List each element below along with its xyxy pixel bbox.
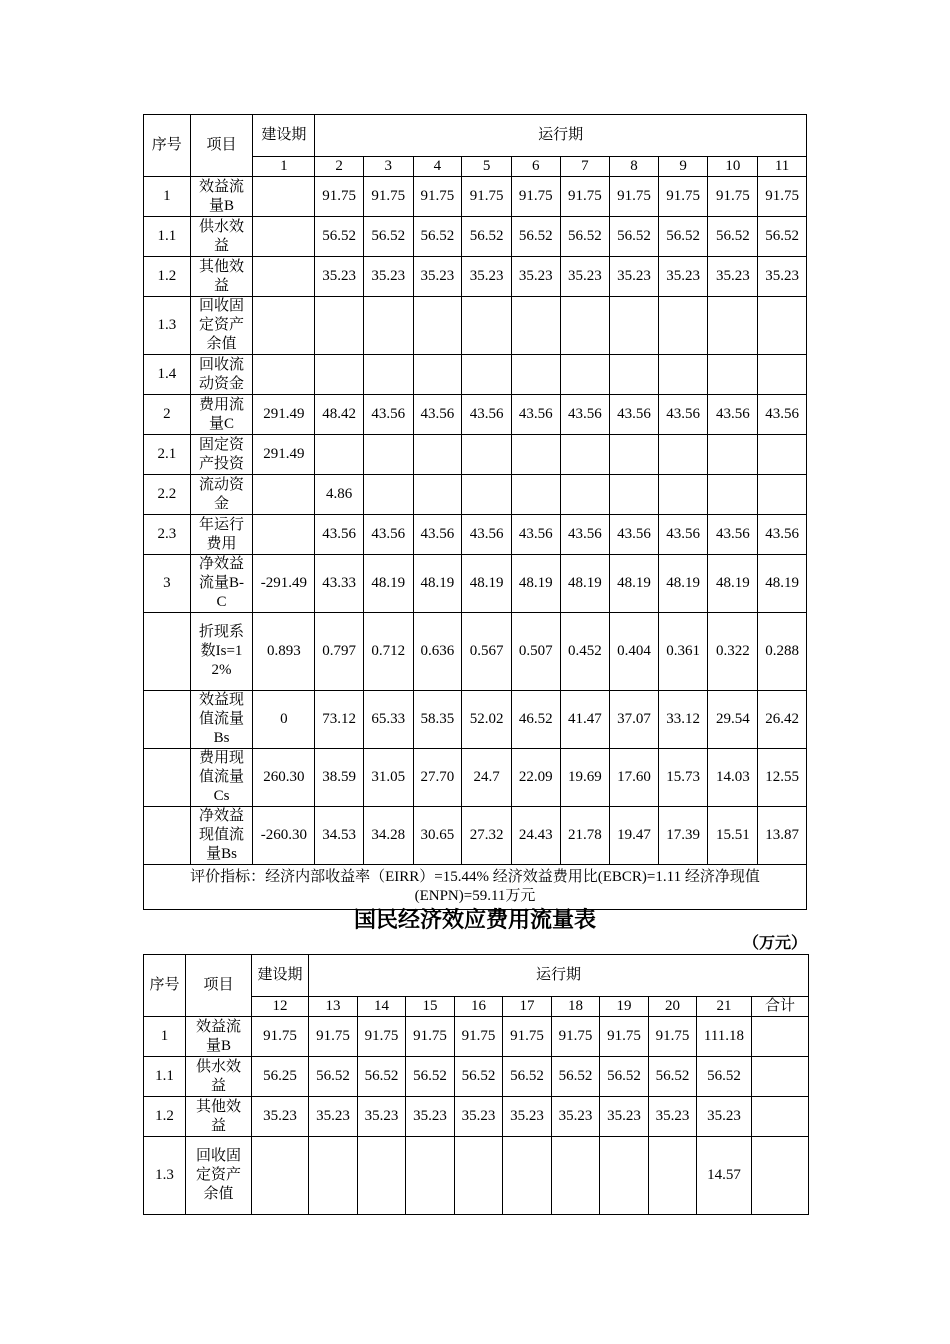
value-cell [758,355,807,395]
row-seq [144,749,191,807]
value-cell [455,1137,503,1215]
year-cell: 19 [600,997,649,1017]
value-cell [503,1137,552,1215]
row-item: 效益流量B [186,1017,252,1057]
value-cell: 35.23 [758,257,807,297]
value-cell: 48.19 [658,555,708,613]
value-cell: 43.56 [413,515,462,555]
value-cell [309,1137,358,1215]
year-cell: 12 [252,997,309,1017]
value-cell: 43.56 [610,515,659,555]
value-cell [708,355,758,395]
row-seq: 1.4 [144,355,191,395]
value-cell [462,297,512,355]
table-row [144,435,807,475]
year-cell: 3 [363,157,413,177]
row-seq: 2 [144,395,191,435]
value-cell [253,475,315,515]
value-cell: 91.75 [413,177,462,217]
value-cell: 14.57 [697,1137,752,1215]
value-cell: 14.03 [708,749,758,807]
year-cell: 9 [658,157,708,177]
value-cell: 73.12 [315,691,364,749]
row-item: 供水效益 [186,1057,252,1097]
year-cell: 7 [560,157,610,177]
value-cell: 0.893 [253,613,315,691]
row-item: 供水效益 [190,217,253,257]
value-cell: 111.18 [697,1017,752,1057]
value-cell: 43.56 [708,395,758,435]
value-cell [511,297,560,355]
table-row [144,807,807,865]
year-cell: 合计 [752,997,809,1017]
value-cell: 56.52 [503,1057,552,1097]
value-cell: 30.65 [413,807,462,865]
table-row [144,297,807,355]
value-cell: 17.39 [658,807,708,865]
value-cell [708,297,758,355]
value-cell [253,515,315,555]
value-cell [758,297,807,355]
cash-flow-table-1 [143,114,807,910]
header-row [144,115,807,157]
value-cell: 43.56 [462,515,512,555]
value-cell: 24.7 [462,749,512,807]
value-cell [600,1137,649,1215]
value-cell: 56.52 [462,217,512,257]
row-seq: 1.1 [144,217,191,257]
header-seq: 序号 [144,115,191,177]
value-cell: 56.52 [600,1057,649,1097]
value-cell [649,1137,697,1215]
value-cell: 43.56 [708,515,758,555]
value-cell: 43.56 [315,515,364,555]
table-row [144,395,807,435]
value-cell: 17.60 [610,749,659,807]
row-seq: 1.2 [144,1097,186,1137]
value-cell: 56.52 [406,1057,455,1097]
value-cell: 56.52 [552,1057,600,1097]
value-cell: 34.53 [315,807,364,865]
value-cell: -291.49 [253,555,315,613]
row-item: 折现系数Is=12% [190,613,253,691]
value-cell: 0.567 [462,613,512,691]
value-cell [413,297,462,355]
value-cell: 56.52 [413,217,462,257]
table-row [144,555,807,613]
row-seq: 2.2 [144,475,191,515]
value-cell: 35.23 [708,257,758,297]
value-cell: 12.55 [758,749,807,807]
value-cell: 43.56 [610,395,659,435]
value-cell [552,1137,600,1215]
value-cell [610,475,659,515]
value-cell: 26.42 [758,691,807,749]
value-cell [758,435,807,475]
value-cell [462,475,512,515]
value-cell: 34.28 [363,807,413,865]
value-cell: 43.56 [413,395,462,435]
value-cell [363,435,413,475]
value-cell [358,1137,406,1215]
value-cell: 41.47 [560,691,610,749]
value-cell [253,355,315,395]
row-item: 回收固定资产余值 [186,1137,252,1215]
value-cell: 48.19 [560,555,610,613]
row-item: 费用现值流量Cs [190,749,253,807]
value-cell: 91.75 [358,1017,406,1057]
value-cell: 48.19 [708,555,758,613]
value-cell: 35.23 [658,257,708,297]
value-cell: 48.19 [758,555,807,613]
value-cell: 35.23 [697,1097,752,1137]
row-item: 净效益流量B-C [190,555,253,613]
value-cell: 91.75 [406,1017,455,1057]
value-cell: 13.87 [758,807,807,865]
value-cell: 52.02 [462,691,512,749]
value-cell: 43.56 [658,515,708,555]
value-cell: 27.70 [413,749,462,807]
unit-label: （万元） [742,935,807,952]
value-cell [560,435,610,475]
table-row [144,355,807,395]
value-cell [462,355,512,395]
cash-flow-table-2 [143,954,809,1215]
value-cell [252,1137,309,1215]
value-cell: 58.35 [413,691,462,749]
row-item: 效益流量B [190,177,253,217]
value-cell: 91.75 [511,177,560,217]
value-cell: 56.52 [358,1057,406,1097]
value-cell: 56.52 [363,217,413,257]
header-construction-period: 建设期 [252,955,309,997]
value-cell [708,475,758,515]
value-cell [413,475,462,515]
value-cell: 35.23 [600,1097,649,1137]
value-cell [752,1017,809,1057]
value-cell [253,177,315,217]
value-cell [363,355,413,395]
value-cell: 91.75 [658,177,708,217]
year-cell: 2 [315,157,364,177]
value-cell [560,297,610,355]
value-cell: 0.361 [658,613,708,691]
row-seq: 1 [144,1017,186,1057]
year-cell: 21 [697,997,752,1017]
value-cell: 91.75 [462,177,512,217]
row-seq: 1 [144,177,191,217]
header-operation-period: 运行期 [309,955,809,997]
row-item: 费用流量C [190,395,253,435]
table-row [144,613,807,691]
value-cell [752,1137,809,1215]
table-title: 国民经济效应费用流量表 [353,907,596,932]
value-cell [610,297,659,355]
value-cell: 260.30 [253,749,315,807]
value-cell [560,475,610,515]
value-cell: 37.07 [610,691,659,749]
value-cell: 46.52 [511,691,560,749]
value-cell: 35.23 [315,257,364,297]
year-cell: 20 [649,997,697,1017]
row-seq [144,613,191,691]
value-cell: 43.56 [511,515,560,555]
value-cell [658,435,708,475]
year-cell: 17 [503,997,552,1017]
table-row [144,1057,809,1097]
value-cell: 43.56 [560,395,610,435]
year-cell: 1 [253,157,315,177]
year-cell: 14 [358,997,406,1017]
value-cell [363,475,413,515]
table-row [144,475,807,515]
value-cell [752,1057,809,1097]
value-cell: 56.52 [455,1057,503,1097]
row-seq: 1.3 [144,297,191,355]
header-item: 项目 [190,115,253,177]
value-cell: 56.52 [697,1057,752,1097]
value-cell [511,475,560,515]
value-cell [511,435,560,475]
value-cell: 0.288 [758,613,807,691]
value-cell: 91.75 [758,177,807,217]
value-cell: 56.52 [315,217,364,257]
row-seq: 1.3 [144,1137,186,1215]
header-row [144,955,809,997]
row-seq: 1.1 [144,1057,186,1097]
value-cell [413,355,462,395]
value-cell: 91.75 [600,1017,649,1057]
row-seq: 3 [144,555,191,613]
value-cell: 35.23 [358,1097,406,1137]
value-cell [658,297,708,355]
value-cell [708,435,758,475]
value-cell: 56.52 [758,217,807,257]
value-cell: 43.33 [315,555,364,613]
value-cell: 56.52 [708,217,758,257]
row-item: 其他效益 [190,257,253,297]
table-row [144,1137,809,1215]
value-cell: 56.52 [658,217,708,257]
value-cell: 29.54 [708,691,758,749]
value-cell: 91.75 [649,1017,697,1057]
value-cell: 43.56 [363,395,413,435]
value-cell [610,435,659,475]
value-cell: 0.452 [560,613,610,691]
value-cell: 35.23 [363,257,413,297]
value-cell: 35.23 [552,1097,600,1137]
value-cell: 24.43 [511,807,560,865]
header-construction-period: 建设期 [253,115,315,157]
table-row [144,217,807,257]
value-cell: 48.19 [511,555,560,613]
value-cell: 0.797 [315,613,364,691]
value-cell: 35.23 [610,257,659,297]
value-cell: 56.52 [560,217,610,257]
row-item: 回收固定资产余值 [190,297,253,355]
value-cell: 15.73 [658,749,708,807]
value-cell: 35.23 [462,257,512,297]
value-cell: 91.75 [610,177,659,217]
row-item: 年运行费用 [190,515,253,555]
row-item: 固定资产投资 [190,435,253,475]
row-item: 净效益现值流量Bs [190,807,253,865]
value-cell: 56.52 [511,217,560,257]
header-item: 项目 [186,955,252,1017]
value-cell [315,435,364,475]
value-cell: 91.75 [309,1017,358,1057]
value-cell: 291.49 [253,395,315,435]
value-cell: 56.25 [252,1057,309,1097]
year-cell: 4 [413,157,462,177]
value-cell: 48.19 [413,555,462,613]
value-cell: 43.56 [511,395,560,435]
year-cell: 11 [758,157,807,177]
value-cell [658,355,708,395]
value-cell [752,1097,809,1137]
value-cell: 91.75 [363,177,413,217]
value-cell: 35.23 [455,1097,503,1137]
table-row [144,257,807,297]
value-cell [511,355,560,395]
value-cell: 0.322 [708,613,758,691]
header-seq: 序号 [144,955,186,1017]
value-cell [413,435,462,475]
value-cell: 43.56 [758,395,807,435]
value-cell: 91.75 [315,177,364,217]
value-cell: 43.56 [560,515,610,555]
value-cell: 22.09 [511,749,560,807]
value-cell: 43.56 [462,395,512,435]
value-cell: 27.32 [462,807,512,865]
table-row [144,177,807,217]
year-cell: 18 [552,997,600,1017]
table-row [144,1017,809,1057]
value-cell: 33.12 [658,691,708,749]
value-cell: 0 [253,691,315,749]
value-cell: 35.23 [511,257,560,297]
value-cell: 56.52 [649,1057,697,1097]
value-cell: 21.78 [560,807,610,865]
value-cell: 19.47 [610,807,659,865]
value-cell [315,355,364,395]
value-cell: 56.52 [309,1057,358,1097]
value-cell [610,355,659,395]
row-seq: 2.3 [144,515,191,555]
value-cell [253,217,315,257]
header-operation-period: 运行期 [315,115,807,157]
year-cell: 8 [610,157,659,177]
row-item: 效益现值流量Bs [190,691,253,749]
value-cell: -260.30 [253,807,315,865]
row-seq [144,691,191,749]
value-cell: 35.23 [413,257,462,297]
year-cell: 10 [708,157,758,177]
year-cell: 16 [455,997,503,1017]
value-cell [406,1137,455,1215]
value-cell: 291.49 [253,435,315,475]
value-cell: 91.75 [560,177,610,217]
value-cell [315,297,364,355]
table-row [144,515,807,555]
value-cell [253,257,315,297]
value-cell: 48.19 [363,555,413,613]
row-seq [144,807,191,865]
row-item: 流动资金 [190,475,253,515]
value-cell: 43.56 [758,515,807,555]
table-row [144,749,807,807]
value-cell: 0.712 [363,613,413,691]
year-cell: 6 [511,157,560,177]
value-cell: 15.51 [708,807,758,865]
value-cell: 31.05 [363,749,413,807]
value-cell: 56.52 [610,217,659,257]
value-cell: 19.69 [560,749,610,807]
year-cell: 5 [462,157,512,177]
evaluation-indicators: 评价指标：经济内部收益率（EIRR）=15.44% 经济效益费用比(EBCR)=1.11 经济净现值(ENPN)=59.11万元 [144,865,807,910]
value-cell: 35.23 [560,257,610,297]
value-cell: 38.59 [315,749,364,807]
row-seq: 2.1 [144,435,191,475]
table-row [144,1097,809,1137]
value-cell: 91.75 [252,1017,309,1057]
value-cell [363,297,413,355]
value-cell [462,435,512,475]
value-cell: 91.75 [708,177,758,217]
value-cell: 4.86 [315,475,364,515]
value-cell: 35.23 [649,1097,697,1137]
table-row [144,691,807,749]
value-cell: 48.19 [610,555,659,613]
value-cell: 91.75 [455,1017,503,1057]
value-cell [658,475,708,515]
year-cell: 13 [309,997,358,1017]
value-cell [253,297,315,355]
value-cell: 48.19 [462,555,512,613]
row-seq: 1.2 [144,257,191,297]
value-cell: 91.75 [503,1017,552,1057]
value-cell: 48.42 [315,395,364,435]
value-cell: 91.75 [552,1017,600,1057]
value-cell [758,475,807,515]
value-cell: 0.636 [413,613,462,691]
evaluation-row [144,865,807,910]
value-cell: 35.23 [503,1097,552,1137]
row-item: 其他效益 [186,1097,252,1137]
value-cell [560,355,610,395]
value-cell: 43.56 [658,395,708,435]
value-cell: 0.404 [610,613,659,691]
value-cell: 35.23 [309,1097,358,1137]
value-cell: 0.507 [511,613,560,691]
year-cell: 15 [406,997,455,1017]
value-cell: 65.33 [363,691,413,749]
row-item: 回收流动资金 [190,355,253,395]
value-cell: 43.56 [363,515,413,555]
value-cell: 35.23 [406,1097,455,1137]
value-cell: 35.23 [252,1097,309,1137]
